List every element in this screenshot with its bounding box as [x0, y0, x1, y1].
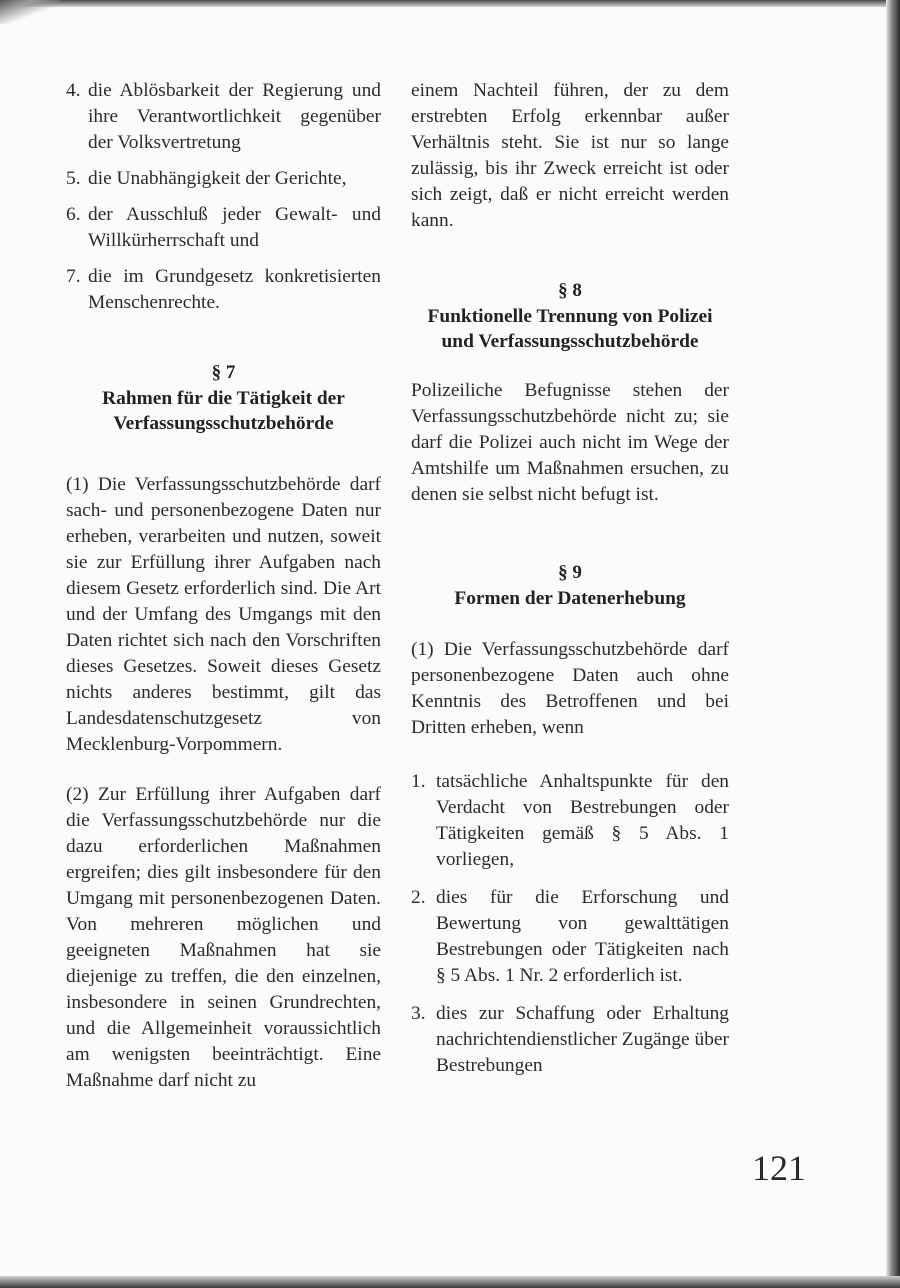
list-item [411, 1001, 729, 1079]
list-item [66, 202, 381, 254]
section-9-numbered-list [411, 769, 729, 1079]
list-number: 7. [66, 266, 81, 287]
list-item [411, 885, 729, 989]
left-numbered-list [66, 78, 381, 316]
section-7-paragraph-1: (1) Die Verfassungsschutzbehörde darf sach- und personenbezogene Daten nur erheben, verarbeiten und nutzen, soweit sie zur Erfüllung ihrer Aufgaben nach diesem Gesetz erforderlich sind. Die Art und der Umfang des Umgangs mit den Daten richtet sich nach den Vorschriften dieses Gesetzes. Soweit dieses Gesetz nichts anderes bestimmt, gilt das Landesdatenschutzgesetz von Mecklenburg-Vorpommern. [66, 474, 381, 755]
section-9-number: § 9 [558, 562, 582, 583]
section-9-paragraph-1: (1) Die Verfassungsschutzbehörde darf personenbezogene Daten auch ohne Kenntnis des Betroffenen und bei Dritten erheben, wenn [411, 639, 729, 738]
right-column [411, 78, 729, 1091]
list-number: 2. [411, 887, 426, 908]
list-number: 1. [411, 771, 426, 792]
list-text: die Unabhängigkeit der Gerichte, [88, 168, 347, 189]
list-text: dies für die Erforschung und Bewertung von gewalttätigen Bestrebungen oder Tätigkeiten nach § 5 Abs. 1 Nr. 2 erforderlich ist. [436, 887, 729, 986]
list-item [66, 166, 381, 192]
section-8-paragraph: Polizeiliche Befugnisse stehen der Verfassungsschutzbehörde nicht zu; sie darf die Polizei auch nicht im Wege der Amtshilfe um Maßnahmen ersuchen, zu denen sie selbst nicht befugt ist. [411, 380, 729, 505]
list-item [66, 264, 381, 316]
scan-edge-right [886, 0, 900, 1288]
list-text: die im Grundgesetz konkretisierten Menschenrechte. [88, 266, 381, 313]
scan-corner-shadow [0, 0, 60, 24]
list-text: der Ausschluß jeder Gewalt- und Willkürherrschaft und [88, 204, 381, 251]
section-8-number: § 8 [558, 280, 582, 301]
list-text: die Ablösbarkeit der Regierung und ihre Verantwortlichkeit gegenüber der Volksvertretung [88, 80, 381, 153]
section-8-title: Funktionelle Trennung von Polizei und Verfassungsschutzbehörde [427, 306, 713, 352]
list-item [66, 78, 381, 156]
section-9-title: Formen der Datenerhebung [454, 588, 686, 609]
list-number: 6. [66, 204, 81, 225]
list-number: 3. [411, 1003, 426, 1024]
list-text: dies zur Schaffung oder Erhaltung nachrichtendienstlicher Zugänge über Bestrebungen [436, 1003, 729, 1076]
left-column [66, 78, 381, 1116]
list-number: 5. [66, 168, 81, 189]
page-number: 121 [752, 1148, 806, 1188]
section-7-continuation: einem Nachteil führen, der zu dem erstrebten Erfolg erkennbar außer Verhältnis steht. Sie ist nur so lange zulässig, bis ihr Zweck erreicht ist oder sich zeigt, daß er nicht erreicht werden kann. [411, 80, 729, 231]
section-7-title: Rahmen für die Tätigkeit der Verfassungsschutzbehörde [102, 388, 345, 434]
scan-edge-bottom [0, 1276, 900, 1288]
scan-edge-top [0, 0, 900, 7]
list-text: tatsächliche Anhaltspunkte für den Verdacht von Bestrebungen oder Tätigkeiten gemäß § 5 Abs. 1 vorliegen, [436, 771, 729, 870]
section-7-number: § 7 [211, 362, 236, 383]
list-number: 4. [66, 80, 81, 101]
section-7-paragraph-2: (2) Zur Erfüllung ihrer Aufgaben darf die Verfassungsschutzbehörde nur die dazu erforderlichen Maßnahmen ergreifen; dies gilt insbesondere für den Umgang mit personenbezogenen Daten. Von mehreren möglichen und geeigneten Maßnahmen hat sie diejenige zu treffen, die den einzelnen, insbesondere in seinen Grundrechten, und die Allgemeinheit voraussichtlich am wenigsten beeinträchtigt. Eine Maßnahme darf nicht zu [66, 784, 381, 1091]
list-item [411, 769, 729, 873]
